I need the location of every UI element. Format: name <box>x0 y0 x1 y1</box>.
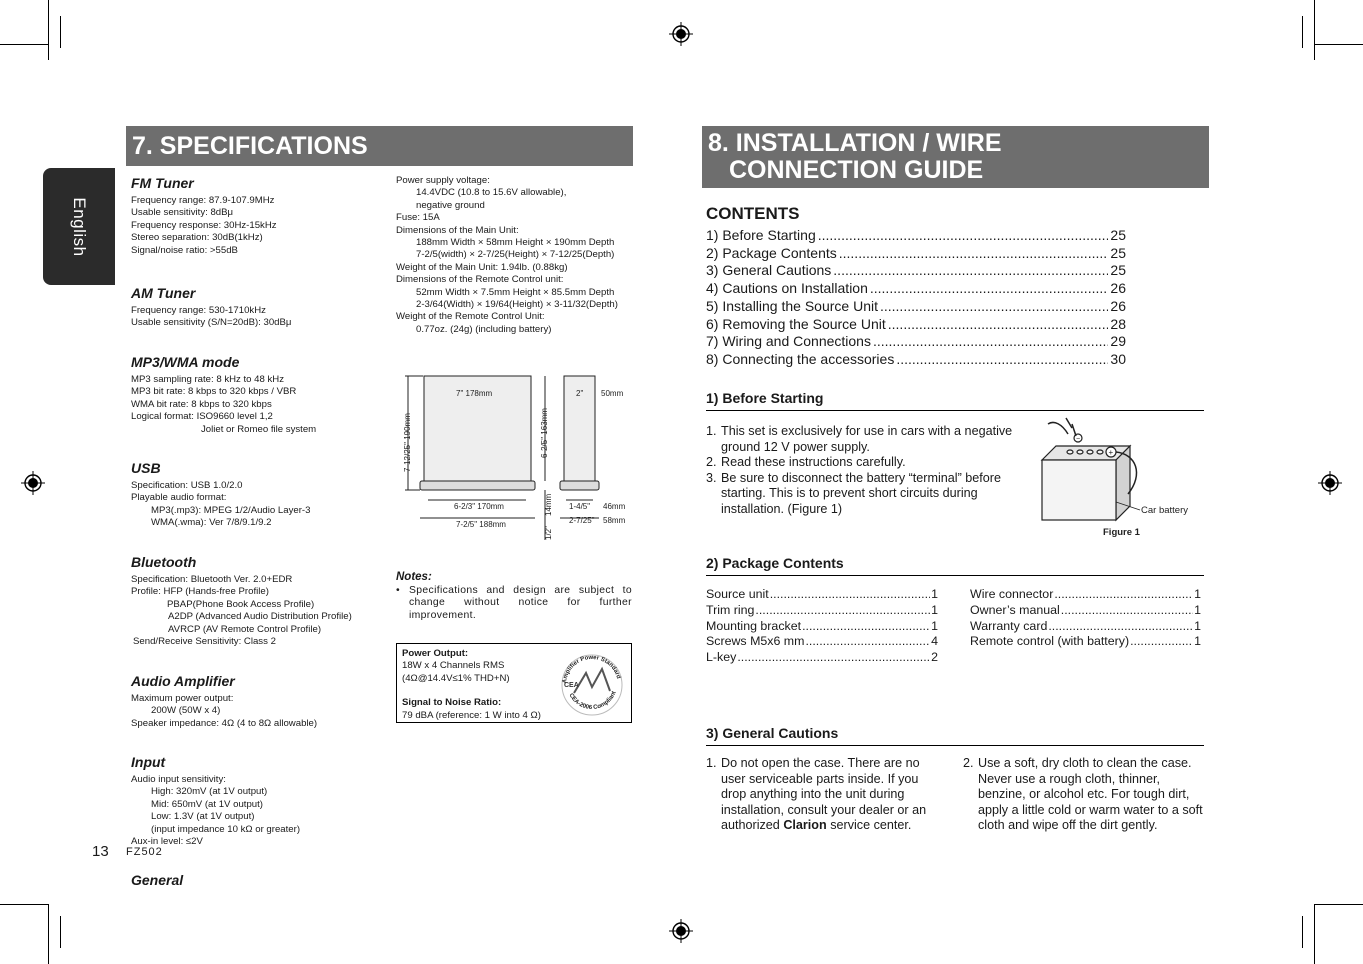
crop-mark <box>48 0 49 60</box>
toc-page: 25 <box>1110 227 1126 243</box>
crop-mark <box>1302 916 1303 948</box>
spec-line: MP3 bit rate: 8 kbps to 320 kbps / VBR <box>131 386 297 398</box>
input-block <box>131 754 386 848</box>
package-list-right <box>970 587 1201 650</box>
toc-label: 2) Package Contents <box>706 244 837 261</box>
dim-label: 7-2/5" 188mm <box>456 520 506 529</box>
spec-line: Fuse: 15A <box>396 212 440 224</box>
section-7-title: 7. SPECIFICATIONS <box>126 126 633 166</box>
package-row: Owner’s manual ..... 1 <box>970 603 1201 619</box>
toc-entry[interactable] <box>706 316 1126 334</box>
dim-label: 6-2/5" 163mm <box>540 408 549 458</box>
before-starting-list <box>706 424 1016 518</box>
notes-text: Specifications and design are subject to change without notice for further improvement. <box>409 585 632 621</box>
crop-mark <box>48 904 49 964</box>
spec-line: Speaker impedance: 4Ω (4 to 8Ω allowable) <box>131 717 318 729</box>
svg-text:Amplifier Power Standard <box>562 655 621 684</box>
svg-text:CEA-2006 Compliant <box>568 691 618 712</box>
list-item: 2. Read these instructions carefully. <box>706 455 906 470</box>
toc-label: 4) Cautions on Installation <box>706 280 868 297</box>
spec-line: 2-3/64(Width) × 19/64(Height) × 3-11/32(Depth) <box>416 299 618 311</box>
toc-page: 25 <box>1110 244 1126 261</box>
usb-block <box>131 460 386 530</box>
spec-line: Stereo separation: 30dB(1kHz) <box>131 232 263 244</box>
power-spec-block <box>396 175 632 336</box>
snr-line: 79 dBA (reference: 1 W into 4 Ω) <box>402 709 541 721</box>
spec-line: MP3 sampling rate: 8 kHz to 48 kHz <box>131 374 285 385</box>
spec-line: Frequency range: 87.9-107.9MHz <box>131 195 275 206</box>
badge-logo-text: CEA <box>564 682 579 689</box>
dim-label: 7-12/25" 190mm <box>403 413 412 472</box>
package-row: Wire connector ..... 1 <box>970 587 1201 603</box>
dim-label: 7" 178mm <box>456 389 493 398</box>
caution-item-2: 2. Use a soft, dry cloth to clean the case. Never use a rough cloth, thinner, benzine, or alcohol etc. For tough dirt, apply a little cold or warm water to a soft cloth and wipe off the dirt gently. <box>963 756 1203 833</box>
dim-label: 1-4/5" <box>569 502 591 511</box>
spec-line: 0.77oz. (24g) (including battery) <box>416 323 552 335</box>
toc-entry[interactable] <box>706 262 1126 280</box>
side-flange <box>560 481 599 490</box>
spec-line: 188mm Width × 58mm Height × 190mm Depth <box>416 237 615 249</box>
toc-entry[interactable] <box>706 227 1126 245</box>
spec-line: Specification: Bluetooth Ver. 2.0+EDR <box>131 574 293 585</box>
spec-line: MP3(.mp3): MPEG 1/2/Audio Layer-3 <box>151 504 311 516</box>
spec-line: 52mm Width × 7.5mm Height × 85.5mm Depth <box>416 286 615 298</box>
am-heading: AM Tuner <box>131 285 196 301</box>
toc-entry[interactable] <box>706 280 1126 298</box>
toc-label: 5) Installing the Source Unit <box>706 297 878 314</box>
section-8-title-line2: CONNECTION GUIDE <box>729 156 984 184</box>
crop-mark <box>1302 16 1303 48</box>
registration-mark-icon <box>669 919 693 943</box>
page-number: 13 <box>92 843 109 860</box>
package-row: Warranty card ..... 1 <box>970 619 1201 635</box>
notes-heading: Notes: <box>396 571 432 583</box>
power-output-heading: Power Output: <box>402 648 469 659</box>
spec-line: Logical format: ISO9660 level 1,2 <box>131 411 273 423</box>
registration-mark-icon <box>669 22 693 46</box>
spec-line: High: 320mV (at 1V output) <box>151 786 268 798</box>
snr-heading: Signal to Noise Ratio: <box>402 697 502 709</box>
toc-label: 6) Removing the Source Unit <box>706 315 886 332</box>
toc-entry[interactable] <box>706 351 1126 369</box>
spec-line: 7-2/5(width) × 2-7/25(Height) × 7-12/25(Depth) <box>416 249 615 261</box>
crop-mark <box>1315 904 1363 905</box>
toc-label: 7) Wiring and Connections <box>706 333 871 350</box>
dim-label: 58mm <box>603 516 626 525</box>
unit-flange <box>420 481 535 490</box>
model-name: FZ502 <box>126 846 163 858</box>
svg-text:+: + <box>1108 448 1114 457</box>
dim-label: 46mm <box>603 502 626 511</box>
table-of-contents <box>706 204 1126 369</box>
section-8-title-line1: 8. INSTALLATION / WIRE <box>708 129 1002 157</box>
badge-top-text: Amplifier Power Standard <box>561 654 622 684</box>
crop-mark <box>0 904 48 905</box>
power-output-box <box>396 643 632 723</box>
package-row: Mounting bracket ..... 1 <box>706 619 938 635</box>
spec-line: Joliet or Romeo file system <box>201 423 317 435</box>
spec-line: Low: 1.3V (at 1V output) <box>151 811 255 823</box>
amplifier-block <box>131 673 386 730</box>
package-contents-heading: 2) Package Contents <box>706 555 1204 576</box>
usb-heading: USB <box>131 460 161 476</box>
spec-line: Maximum power output: <box>131 693 234 704</box>
spec-line: Audio input sensitivity: <box>131 774 226 785</box>
section-8-title <box>702 126 1209 188</box>
spec-line: A2DP (Advanced Audio Distribution Profile) <box>168 611 352 623</box>
toc-page: 30 <box>1110 350 1126 367</box>
mp3-block <box>131 354 386 436</box>
fm-heading: FM Tuner <box>131 175 194 191</box>
dim-label: 2" <box>576 389 584 398</box>
caution-item-1: 1. Do not open the case. There are no user serviceable parts inside. If you drop anything into the unit during installation, consult your dealer or an authorized Clarion service center. <box>706 756 927 833</box>
power-output-line: (4Ω@14.4V≤1% THD+N) <box>402 672 510 684</box>
package-row: L-key ..... 2 <box>706 650 938 666</box>
spec-line: 200W (50W x 4) <box>151 705 221 717</box>
package-row: Remote control (with battery) ..... 1 <box>970 634 1201 650</box>
toc-page: 28 <box>1110 315 1126 332</box>
package-row: Screws M5x6 mm ..... 4 <box>706 634 938 650</box>
spec-line: Frequency range: 530-1710kHz <box>131 305 266 316</box>
dimension-diagram <box>396 370 636 542</box>
toc-label: 3) General Cautions <box>706 262 832 279</box>
toc-page: 29 <box>1110 333 1126 350</box>
contents-title: CONTENTS <box>706 204 800 223</box>
registration-mark-icon <box>21 471 45 495</box>
spec-line: Specification: USB 1.0/2.0 <box>131 480 243 491</box>
general-heading: General <box>131 872 184 888</box>
battery-label: Car battery <box>1141 505 1188 516</box>
list-item: 3. Be sure to disconnect the battery “terminal” before starting. This is to prevent short circuits during installation. (Figure 1) <box>706 470 1002 516</box>
crop-mark <box>1315 44 1363 45</box>
crop-mark <box>1314 0 1315 60</box>
figure-caption: Figure 1 <box>1103 527 1140 538</box>
spec-line: Profile: HFP (Hands-free Profile) <box>131 586 269 598</box>
spec-line: Send/Receive Sensitivity: Class 2 <box>133 636 276 648</box>
am-tuner-block <box>131 285 386 330</box>
bluetooth-heading: Bluetooth <box>131 554 197 570</box>
spec-line: (input impedance 10 kΩ or greater) <box>151 823 301 835</box>
amplifier-heading: Audio Amplifier <box>131 673 235 689</box>
toc-page: 26 <box>1110 280 1126 297</box>
cea-badge-icon <box>556 647 628 719</box>
input-heading: Input <box>131 754 166 770</box>
badge-bottom-text: CEA-2006 Compliant <box>567 690 618 712</box>
registration-mark-icon <box>1318 471 1342 495</box>
before-starting-heading: 1) Before Starting <box>706 390 1204 411</box>
general-cautions-heading: 3) General Cautions <box>706 725 1204 746</box>
spec-line: Dimensions of the Remote Control unit: <box>396 274 564 286</box>
toc-entry[interactable] <box>706 245 1126 263</box>
mp3-heading: MP3/WMA mode <box>131 354 240 370</box>
notes-item: • Specifications and design are subject to change without notice for further improvement. <box>396 585 632 621</box>
bluetooth-block <box>131 554 386 648</box>
general-block <box>131 872 386 892</box>
dim-label: 14mm <box>544 493 553 516</box>
spec-line: Weight of the Main Unit: 1.94lb. (0.88kg) <box>396 261 568 273</box>
dim-label: 1/2" <box>544 526 553 540</box>
spec-line: Signal/noise ratio: >55dB <box>131 244 238 256</box>
svg-text:−: − <box>1076 436 1081 443</box>
spec-line: Frequency response: 30Hz-15kHz <box>131 219 277 231</box>
toc-label: 8) Connecting the accessories <box>706 350 895 367</box>
brand-name: Clarion <box>783 818 827 833</box>
power-output-line: 18W x 4 Channels RMS <box>402 660 505 672</box>
spec-line: 14.4VDC (10.8 to 15.6V allowable), <box>416 187 567 199</box>
toc-page: 25 <box>1110 262 1126 279</box>
crop-mark <box>0 44 48 45</box>
language-tab-label: English <box>70 196 89 257</box>
fm-tuner-block <box>131 175 386 257</box>
spec-line: PBAP(Phone Book Access Profile) <box>167 598 315 610</box>
crop-mark <box>1314 904 1315 964</box>
spec-line: negative ground <box>416 199 485 211</box>
spec-line: Usable sensitivity: 8dBμ <box>131 207 234 219</box>
spec-line: Weight of the Remote Control Unit: <box>396 311 545 323</box>
car-battery-illustration <box>1036 414 1206 544</box>
spec-line: AVRCP (AV Remote Control Profile) <box>168 623 322 635</box>
spec-line: Playable audio format: <box>131 492 227 504</box>
crop-mark <box>60 916 61 948</box>
toc-entry[interactable] <box>706 333 1126 351</box>
toc-entry[interactable] <box>706 298 1126 316</box>
toc-page: 26 <box>1110 297 1126 314</box>
spec-line: Power supply voltage: <box>396 175 490 186</box>
package-row: Trim ring ..... 1 <box>706 603 938 619</box>
spec-line: Usable sensitivity (S/N=20dB): 30dBμ <box>131 317 292 329</box>
spec-line: Aux-in level: ≤2V <box>131 836 203 848</box>
dim-label: 6-2/3" 170mm <box>454 502 504 511</box>
spec-line: WMA(.wma): Ver 7/8/9.1/9.2 <box>151 517 272 529</box>
spec-line: Mid: 650mV (at 1V output) <box>151 798 263 810</box>
package-list-left <box>706 587 938 666</box>
spec-line: Dimensions of the Main Unit: <box>396 224 519 236</box>
notes-block <box>396 571 632 622</box>
spec-line: WMA bit rate: 8 kbps to 320 kbps <box>131 398 272 410</box>
dim-label: 2-7/25" <box>569 516 595 525</box>
crop-mark <box>60 16 61 48</box>
list-item: 1. This set is exclusively for use in cars with a negative ground 12 V power supply. <box>706 424 1013 454</box>
language-tab <box>43 168 115 285</box>
toc-label: 1) Before Starting <box>706 227 816 243</box>
package-row: Source unit ..... 1 <box>706 587 938 603</box>
dim-label: 50mm <box>601 389 624 398</box>
